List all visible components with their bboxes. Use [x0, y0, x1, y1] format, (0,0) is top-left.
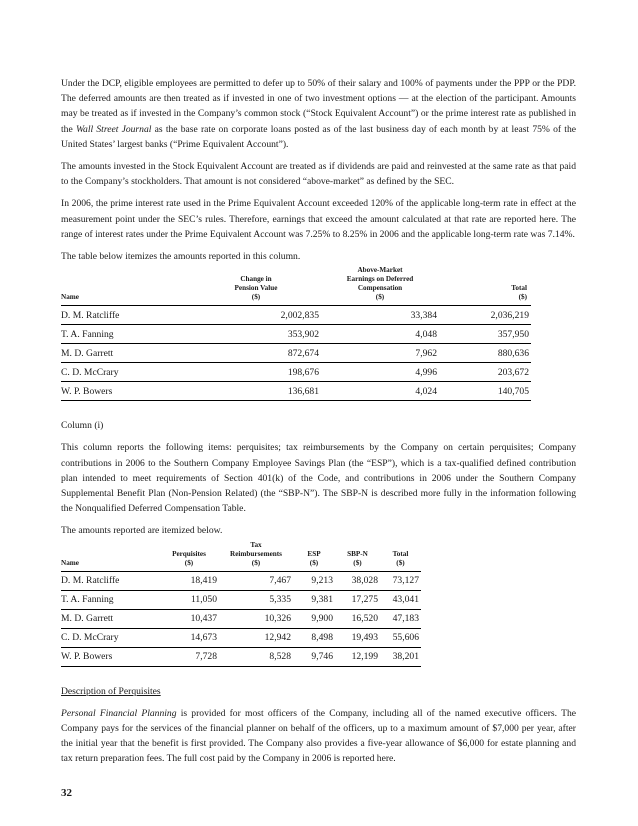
- above-market-cell: 7,962: [321, 344, 439, 363]
- table2-header-sbpn: SBP-N ($): [335, 541, 380, 572]
- above-market-cell: 4,048: [321, 325, 439, 344]
- tax-cell: 12,942: [219, 628, 293, 647]
- other-compensation-table: [61, 541, 576, 667]
- column-i-heading: Column (i): [61, 420, 104, 432]
- total-cell: 38,201: [380, 647, 421, 666]
- sbpn-cell: 12,199: [335, 647, 380, 666]
- table1-header-name: Name: [61, 266, 191, 306]
- financial-planning-italic: Personal Financial Planning: [61, 707, 177, 719]
- column-i-paragraph: This column reports the following items: perquisites; tax reimbursements by the Company on certain perquisites; Company contributions in 2006 to the Southern Company Employee Savings Plan (the “ESP”), which is a tax-qualified defined contribution plan intended to meet requirements of Section 401(k) of the Code, and contributions in 2006 under the Southern Company Supplemental Benefit Plan (Non-Pension Related) (the “SBP-N”). The SBP-N is described more fully in the information following the Nonqualified Deferred Compensation Table.: [61, 442, 576, 515]
- table-row: [61, 571, 576, 590]
- table2-header-esp: ESP ($): [293, 541, 335, 572]
- pension-cell: 198,676: [191, 363, 321, 382]
- sbpn-cell: 16,520: [335, 609, 380, 628]
- sbpn-cell: 38,028: [335, 571, 380, 590]
- perquisites-cell: 18,419: [159, 571, 219, 590]
- tax-cell: 7,467: [219, 571, 293, 590]
- name-cell: W. P. Bowers: [61, 382, 191, 401]
- esp-cell: 9,900: [293, 609, 335, 628]
- pension-cell: 353,902: [191, 325, 321, 344]
- name-cell: T. A. Fanning: [61, 325, 191, 344]
- above-market-cell: 4,024: [321, 382, 439, 401]
- total-cell: 357,950: [439, 325, 531, 344]
- above-market-cell: 33,384: [321, 306, 439, 325]
- perquisites-cell: 11,050: [159, 590, 219, 609]
- table-row: [61, 590, 576, 609]
- pension-earnings-table: [61, 266, 576, 401]
- pension-cell: 872,674: [191, 344, 321, 363]
- table-row: [61, 609, 576, 628]
- esp-cell: 9,381: [293, 590, 335, 609]
- table2-header-row: [61, 541, 576, 572]
- sbpn-cell: 19,493: [335, 628, 380, 647]
- perquisites-cell: 14,673: [159, 628, 219, 647]
- table2-header-perquisites: Perquisites ($): [159, 541, 219, 572]
- table2-intro: The amounts reported are itemized below.: [61, 525, 223, 537]
- pension-cell: 2,002,835: [191, 306, 321, 325]
- tax-cell: 8,528: [219, 647, 293, 666]
- above-market-cell: 4,996: [321, 363, 439, 382]
- total-cell: 73,127: [380, 571, 421, 590]
- tax-cell: 10,326: [219, 609, 293, 628]
- table-row: [61, 382, 576, 401]
- table-row: [61, 306, 576, 325]
- prime-equivalent-paragraph: In 2006, the prime interest rate used in the Prime Equivalent Account exceeded 120% of the applicable long-term rate in effect at the measurement point under the SEC’s rules. Therefore, earnings that exceed the amount calculated at that rate are reported here. The range of interest rates under the Prime Equivalent Account was 7.25% to 8.25% in 2006 and the applicable long-term rate was 7.14%.: [61, 198, 576, 240]
- table-row: [61, 628, 576, 647]
- table-row: [61, 647, 576, 666]
- table1-header-above-market: Above-Market Earnings on Deferred Compensation ($): [321, 266, 439, 306]
- name-cell: D. M. Ratcliffe: [61, 306, 191, 325]
- esp-cell: 9,213: [293, 571, 335, 590]
- stock-equivalent-paragraph: The amounts invested in the Stock Equivalent Account are treated as if dividends are paid and reinvested at the same rate as that paid to the Company’s stockholders. That amount is not considered “above-market” as defined by the SEC.: [61, 161, 576, 188]
- total-cell: 203,672: [439, 363, 531, 382]
- table2-header-total: Total ($): [380, 541, 421, 572]
- dcp-paragraph: Under the DCP, eligible employees are permitted to defer up to 50% of their salary and 100% of payments under the PPP or the PDP. The deferred amounts are then treated as if invested in one of two investment options — at the election of the participant. Amounts may be treated as if invested in the Company’s common stock (“Stock Equivalent Account”) or the prime interest rate as published in the Wall Street Journal as the base rate on corporate loans posted as of the last business day of each month by at least 75% of the United States’ largest banks (“Prime Equivalent Account”).: [61, 78, 577, 150]
- perquisites-cell: 10,437: [159, 609, 219, 628]
- page-number: 32: [61, 787, 72, 799]
- total-cell: 140,705: [439, 382, 531, 401]
- name-cell: T. A. Fanning: [61, 590, 159, 609]
- total-cell: 2,036,219: [439, 306, 531, 325]
- name-cell: C. D. McCrary: [61, 363, 191, 382]
- table2-header-name: Name: [61, 541, 159, 572]
- sbpn-cell: 17,275: [335, 590, 380, 609]
- wsj-italic: Wall Street Journal: [75, 123, 152, 135]
- table1-header-row: [61, 266, 576, 306]
- table-row: [61, 344, 576, 363]
- table-row: [61, 325, 576, 344]
- table-row: [61, 363, 576, 382]
- total-cell: 43,041: [380, 590, 421, 609]
- pension-cell: 136,681: [191, 382, 321, 401]
- perquisites-cell: 7,728: [159, 647, 219, 666]
- table2-header-tax: Tax Reimbursements ($): [219, 541, 293, 572]
- name-cell: M. D. Garrett: [61, 609, 159, 628]
- name-cell: C. D. McCrary: [61, 628, 159, 647]
- esp-cell: 9,746: [293, 647, 335, 666]
- table1-header-pension: Change in Pension Value ($): [191, 266, 321, 306]
- table1-header-total: Total ($): [439, 266, 531, 306]
- perquisites-heading: Description of Perquisites: [61, 685, 161, 697]
- tax-cell: 5,335: [219, 590, 293, 609]
- name-cell: M. D. Garrett: [61, 344, 191, 363]
- document-page: [61, 76, 576, 767]
- total-cell: 55,606: [380, 628, 421, 647]
- table1-intro: The table below itemizes the amounts reported in this column.: [61, 251, 301, 263]
- name-cell: W. P. Bowers: [61, 647, 159, 666]
- name-cell: D. M. Ratcliffe: [61, 571, 159, 590]
- total-cell: 880,636: [439, 344, 531, 363]
- perquisites-paragraph: Personal Financial Planning is provided for most officers of the Company, including all of the named executive officers. The Company pays for the services of the financial planner on behalf of the officers, up to a maximum amount of $7,000 per year, after the initial year that the benefit is first provided. The Company also provides a five-year allowance of $6,000 for estate planning and tax return preparation fees. The full cost paid by the Company in 2006 is reported here.: [61, 707, 577, 765]
- esp-cell: 8,498: [293, 628, 335, 647]
- total-cell: 47,183: [380, 609, 421, 628]
